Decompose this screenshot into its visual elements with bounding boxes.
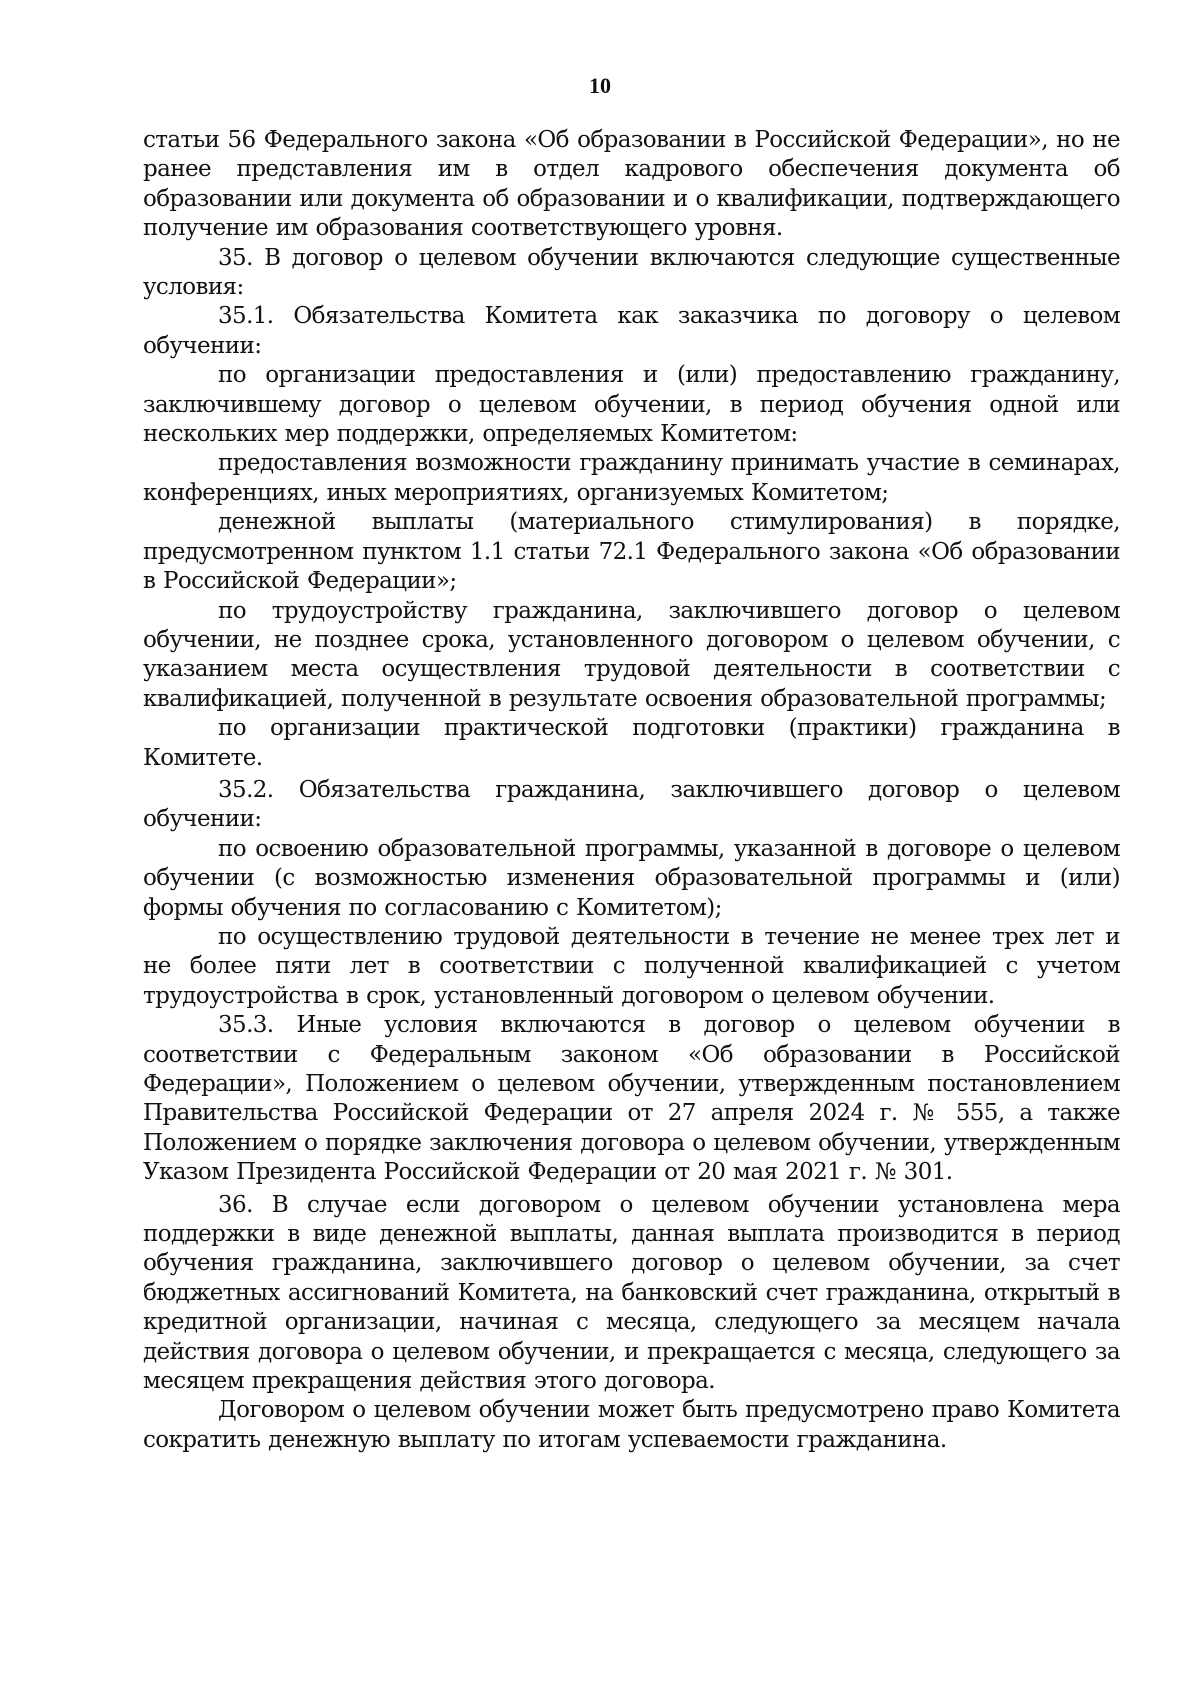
paragraph-labor-activity: по осуществлению трудовой деятельности в течение не менее трех лет и не более пяти лет в соответствии с полученной квалификацией с учетом трудоустройства в срок, установленный договором о целевом обучении. [143, 923, 1120, 1009]
page-number: 10 [589, 73, 611, 98]
paragraph-support-measures: по организации предоставления и (или) предоставлению гражданину, заключившему договор о целевом обучении, в период обучения одной или нескольких мер поддержки, определяемых Комитетом: [143, 362, 1120, 448]
paragraph-practice: по организации практической подготовки (практики) гражданина в Комитете. [143, 715, 1120, 771]
paragraph-35: 35. В договор о целевом обучении включаются следующие существенные условия: [143, 244, 1120, 301]
paragraph-program-mastering: по освоению образовательной программы, указанной в договоре о целевом обучении (с возможностью изменения образовательной программы и (или) формы обучения по согласованию с Комитетом); [143, 835, 1120, 921]
paragraph-continuation: статьи 56 Федерального закона «Об образовании в Российской Федерации», но не ранее представления им в отдел кадрового обеспечения документа об образовании или документа об образовании и о квалификации, подтверждающего получение им образования соответствующего уровня. [143, 127, 1120, 242]
paragraph-events-participation: предоставления возможности гражданину принимать участие в семинарах, конференциях, иных мероприятиях, организуемых Комитетом; [143, 450, 1120, 506]
paragraph-employment: по трудоустройству гражданина, заключившего договор о целевом обучении, не позднее срока, установленного договором о целевом обучении, с указанием места осуществления трудовой деятельности в соответствии с квалификацией, полученной в результате освоения образовательной программы; [143, 597, 1120, 712]
paragraph-35-1: 35.1. Обязательства Комитета как заказчика по договору о целевом обучении: [143, 303, 1120, 359]
paragraph-payment-reduction: Договором о целевом обучении может быть предусмотрено право Комитета сократить денежную выплату по итогам успеваемости гражданина. [143, 1397, 1120, 1453]
paragraph-36: 36. В случае если договором о целевом обучении установлена мера поддержки в виде денежной выплаты, данная выплата производится в период обучения гражданина, заключившего договор о целевом обучении, за счет бюджетных ассигнований Комитета, на банковский счет гражданина, открытый в кредитной организации, начиная с месяца, следующего за месяцем начала действия договора о целевом обучении, и прекращается с месяца, следующего за месяцем прекращения действия этого договора. [143, 1191, 1120, 1395]
document-body [143, 126, 1120, 1455]
paragraph-cash-payment: денежной выплаты (материального стимулирования) в порядке, предусмотренном пунктом 1.1 статьи 72.1 Федерального закона «Об образовании в Российской Федерации»; [143, 509, 1120, 595]
paragraph-35-3: 35.3. Иные условия включаются в договор о целевом обучении в соответствии с Федеральным законом «Об образовании в Российской Федерации», Положением о целевом обучении, утвержденным постановлением Правительства Российской Федерации от 27 апреля 2024 г. № 555, а также Положением о порядке заключения договора о целевом обучении, утвержденным Указом Президента Российской Федерации от 20 мая 2021 г. № 301. [143, 1012, 1120, 1186]
paragraph-35-2: 35.2. Обязательства гражданина, заключившего договор о целевом обучении: [143, 776, 1120, 833]
